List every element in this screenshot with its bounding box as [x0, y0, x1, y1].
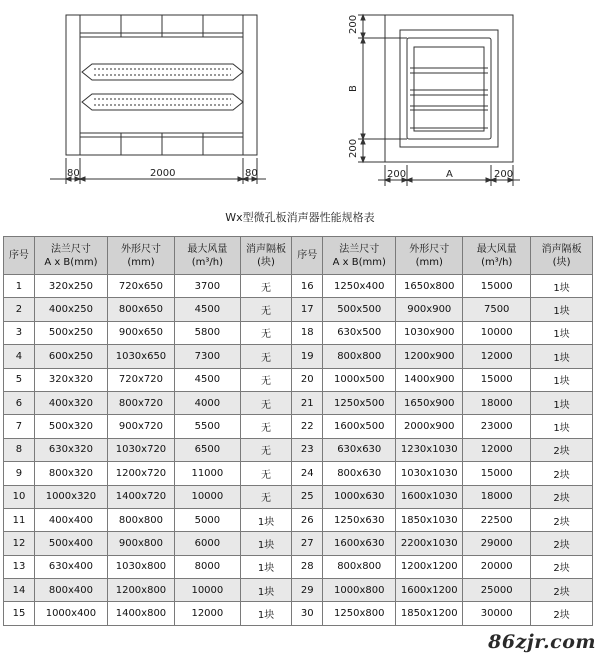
- table-cell: 10000: [463, 321, 531, 344]
- table-cell: 25000: [463, 579, 531, 602]
- table-cell: 无: [240, 391, 291, 414]
- column-header-line: (mm): [415, 256, 443, 268]
- table-cell: 800x800: [323, 555, 396, 578]
- table-row: [4, 415, 593, 438]
- table-row: [4, 368, 593, 391]
- table-row: [4, 602, 593, 625]
- table-cell: 21: [292, 391, 323, 414]
- table-cell: 800x800: [323, 345, 396, 368]
- table-cell: 1块: [531, 298, 593, 321]
- table-cell: 1650x900: [396, 391, 463, 414]
- column-header-line: 最大风量: [187, 243, 228, 255]
- dim-side-bottom: 200: [348, 138, 359, 158]
- table-cell: 无: [240, 368, 291, 391]
- table-cell: 4500: [174, 368, 240, 391]
- table-cell: 无: [240, 321, 291, 344]
- column-header-line: (块): [552, 256, 571, 268]
- table-cell: 2块: [531, 602, 593, 625]
- table-cell: 5: [4, 368, 35, 391]
- column-header: [531, 237, 593, 275]
- table-cell: 6000: [174, 532, 240, 555]
- table-cell: 30000: [463, 602, 531, 625]
- table-cell: 1600x630: [323, 532, 396, 555]
- column-header-line: 最大风量: [476, 243, 517, 255]
- dim-side-a: A: [446, 169, 453, 180]
- table-cell: 22: [292, 415, 323, 438]
- table-cell: 1250x630: [323, 508, 396, 531]
- column-header: [34, 237, 107, 275]
- table-cell: 20: [292, 368, 323, 391]
- table-cell: 1250x500: [323, 391, 396, 414]
- table-cell: 320x250: [34, 275, 107, 298]
- dim-front-right: 80: [245, 168, 258, 179]
- column-header-line: 外形尺寸: [409, 243, 450, 255]
- table-cell: 2000x900: [396, 415, 463, 438]
- table-row: [4, 485, 593, 508]
- table-cell: 1030x1030: [396, 462, 463, 485]
- table-cell: 23: [292, 438, 323, 461]
- table-row: [4, 579, 593, 602]
- table-cell: 400x250: [34, 298, 107, 321]
- column-header: [240, 237, 291, 275]
- table-cell: 18000: [463, 485, 531, 508]
- watermark: 86zjr.com: [488, 631, 596, 653]
- table-cell: 8000: [174, 555, 240, 578]
- table-cell: 1850x1030: [396, 508, 463, 531]
- table-cell: 1850x1200: [396, 602, 463, 625]
- table-cell: 11: [4, 508, 35, 531]
- table-cell: 1400x900: [396, 368, 463, 391]
- table-row: [4, 391, 593, 414]
- table-row: [4, 275, 593, 298]
- table-cell: 1030x800: [108, 555, 175, 578]
- table-cell: 2200x1030: [396, 532, 463, 555]
- dim-front-left: 80: [67, 168, 80, 179]
- table-cell: 800x800: [108, 508, 175, 531]
- table-cell: 30: [292, 602, 323, 625]
- table-cell: 2块: [531, 462, 593, 485]
- table-row: [4, 508, 593, 531]
- table-cell: 720x650: [108, 275, 175, 298]
- table-row: [4, 462, 593, 485]
- table-cell: 900x900: [396, 298, 463, 321]
- table-cell: 1200x800: [108, 579, 175, 602]
- table-body: [4, 275, 593, 626]
- column-header-line: A x B(mm): [332, 256, 386, 268]
- table-cell: 10: [4, 485, 35, 508]
- table-cell: 18000: [463, 391, 531, 414]
- table-cell: 26: [292, 508, 323, 531]
- table-cell: 630x400: [34, 555, 107, 578]
- technical-drawing: [0, 0, 600, 205]
- table-cell: 1块: [240, 532, 291, 555]
- column-header-line: (m³/h): [191, 256, 223, 268]
- table-cell: 无: [240, 462, 291, 485]
- table-cell: 2块: [531, 532, 593, 555]
- table-cell: 25: [292, 485, 323, 508]
- table-cell: 19: [292, 345, 323, 368]
- dim-side-right: 200: [494, 169, 514, 180]
- table-cell: 1块: [531, 321, 593, 344]
- table-cell: 320x320: [34, 368, 107, 391]
- table-cell: 24: [292, 462, 323, 485]
- table-cell: 1030x900: [396, 321, 463, 344]
- column-header-line: 法兰尺寸: [339, 243, 380, 255]
- column-header-line: 法兰尺寸: [50, 243, 91, 255]
- table-cell: 17: [292, 298, 323, 321]
- column-header: [463, 237, 531, 275]
- table-cell: 无: [240, 438, 291, 461]
- table-cell: 15: [4, 602, 35, 625]
- table-cell: 1200x900: [396, 345, 463, 368]
- table-cell: 2块: [531, 508, 593, 531]
- table-cell: 1块: [531, 275, 593, 298]
- column-header-line: 消声隔板: [541, 243, 582, 255]
- table-cell: 29: [292, 579, 323, 602]
- table-cell: 1200x1200: [396, 555, 463, 578]
- table-cell: 1650x800: [396, 275, 463, 298]
- table-cell: 1600x1030: [396, 485, 463, 508]
- table-cell: 1600x1200: [396, 579, 463, 602]
- table-cell: 800x320: [34, 462, 107, 485]
- table-cell: 800x400: [34, 579, 107, 602]
- table-cell: 1块: [531, 345, 593, 368]
- table-cell: 15000: [463, 275, 531, 298]
- table-cell: 500x320: [34, 415, 107, 438]
- table-cell: 9: [4, 462, 35, 485]
- table-cell: 12000: [174, 602, 240, 625]
- column-header: [292, 237, 323, 275]
- table-row: [4, 532, 593, 555]
- table-cell: 1000x800: [323, 579, 396, 602]
- table-cell: 1块: [240, 555, 291, 578]
- column-header-line: 消声隔板: [246, 243, 287, 255]
- table-cell: 1230x1030: [396, 438, 463, 461]
- table-cell: 4500: [174, 298, 240, 321]
- table-title: Wx型微孔板消声器性能规格表: [225, 211, 375, 224]
- table-cell: 1400x720: [108, 485, 175, 508]
- column-header: [174, 237, 240, 275]
- table-cell: 1030x720: [108, 438, 175, 461]
- table-cell: 1000x500: [323, 368, 396, 391]
- table-cell: 1块: [531, 415, 593, 438]
- table-cell: 2块: [531, 579, 593, 602]
- table-cell: 1250x400: [323, 275, 396, 298]
- table-row: [4, 321, 593, 344]
- table-row: [4, 438, 593, 461]
- table-cell: 1200x720: [108, 462, 175, 485]
- table-cell: 2块: [531, 438, 593, 461]
- table-cell: 14: [4, 579, 35, 602]
- table-cell: 10000: [174, 579, 240, 602]
- table-cell: 7: [4, 415, 35, 438]
- table-cell: 28: [292, 555, 323, 578]
- table-cell: 1块: [240, 508, 291, 531]
- table-cell: 2块: [531, 555, 593, 578]
- dim-side-top: 200: [348, 14, 359, 34]
- table-cell: 1600x500: [323, 415, 396, 438]
- dim-side-left: 200: [387, 169, 407, 180]
- side-view-body: [385, 15, 513, 162]
- table-cell: 12000: [463, 345, 531, 368]
- table-cell: 5800: [174, 321, 240, 344]
- table-cell: 720x720: [108, 368, 175, 391]
- table-cell: 1块: [531, 368, 593, 391]
- table-cell: 630x500: [323, 321, 396, 344]
- table-cell: 13: [4, 555, 35, 578]
- table-cell: 1000x320: [34, 485, 107, 508]
- table-cell: 12000: [463, 438, 531, 461]
- table-cell: 400x400: [34, 508, 107, 531]
- table-row: [4, 555, 593, 578]
- column-header: [323, 237, 396, 275]
- column-header-line: (m³/h): [481, 256, 513, 268]
- table-cell: 1块: [531, 391, 593, 414]
- table-cell: 7500: [463, 298, 531, 321]
- table-cell: 3700: [174, 275, 240, 298]
- dim-side-b: B: [348, 85, 359, 92]
- table-cell: 400x320: [34, 391, 107, 414]
- column-header-line: 外形尺寸: [120, 243, 161, 255]
- table-cell: 1030x650: [108, 345, 175, 368]
- table-cell: 5000: [174, 508, 240, 531]
- dim-front-length: 2000: [150, 168, 176, 179]
- table-cell: 500x250: [34, 321, 107, 344]
- table-cell: 900x800: [108, 532, 175, 555]
- column-header-line: (块): [257, 256, 275, 268]
- column-header-line: (mm): [127, 256, 155, 268]
- table-cell: 无: [240, 298, 291, 321]
- table-cell: 4000: [174, 391, 240, 414]
- table-cell: 15000: [463, 462, 531, 485]
- table-cell: 630x320: [34, 438, 107, 461]
- table-cell: 1块: [240, 602, 291, 625]
- table-cell: 10000: [174, 485, 240, 508]
- table-cell: 1块: [240, 579, 291, 602]
- table-cell: 18: [292, 321, 323, 344]
- spec-table: [3, 236, 593, 626]
- table-cell: 1400x800: [108, 602, 175, 625]
- table-cell: 5500: [174, 415, 240, 438]
- column-header-line: 序号: [8, 250, 29, 261]
- table-cell: 12: [4, 532, 35, 555]
- table-cell: 22500: [463, 508, 531, 531]
- table-cell: 27: [292, 532, 323, 555]
- table-cell: 7300: [174, 345, 240, 368]
- table-cell: 无: [240, 345, 291, 368]
- table-cell: 6500: [174, 438, 240, 461]
- table-cell: 无: [240, 485, 291, 508]
- table-cell: 15000: [463, 368, 531, 391]
- column-header: [4, 237, 35, 275]
- table-cell: 900x720: [108, 415, 175, 438]
- table-cell: 8: [4, 438, 35, 461]
- column-header: [396, 237, 463, 275]
- table-header-row: [4, 237, 593, 275]
- table-cell: 1000x630: [323, 485, 396, 508]
- table-cell: 800x630: [323, 462, 396, 485]
- table-cell: 4: [4, 345, 35, 368]
- table-cell: 630x630: [323, 438, 396, 461]
- table-cell: 6: [4, 391, 35, 414]
- table-cell: 无: [240, 415, 291, 438]
- table-cell: 20000: [463, 555, 531, 578]
- table-cell: 16: [292, 275, 323, 298]
- table-cell: 11000: [174, 462, 240, 485]
- table-cell: 1000x400: [34, 602, 107, 625]
- table-cell: 2块: [531, 485, 593, 508]
- table-cell: 2: [4, 298, 35, 321]
- table-cell: 1250x800: [323, 602, 396, 625]
- table-cell: 500x400: [34, 532, 107, 555]
- table-row: [4, 345, 593, 368]
- table-cell: 800x650: [108, 298, 175, 321]
- table-row: [4, 298, 593, 321]
- table-cell: 600x250: [34, 345, 107, 368]
- table-cell: 800x720: [108, 391, 175, 414]
- column-header-line: A x B(mm): [44, 256, 98, 268]
- table-cell: 1: [4, 275, 35, 298]
- column-header: [108, 237, 175, 275]
- table-cell: 3: [4, 321, 35, 344]
- table-cell: 23000: [463, 415, 531, 438]
- column-header-line: 序号: [297, 250, 318, 261]
- table-cell: 无: [240, 275, 291, 298]
- table-cell: 29000: [463, 532, 531, 555]
- table-cell: 900x650: [108, 321, 175, 344]
- table-cell: 500x500: [323, 298, 396, 321]
